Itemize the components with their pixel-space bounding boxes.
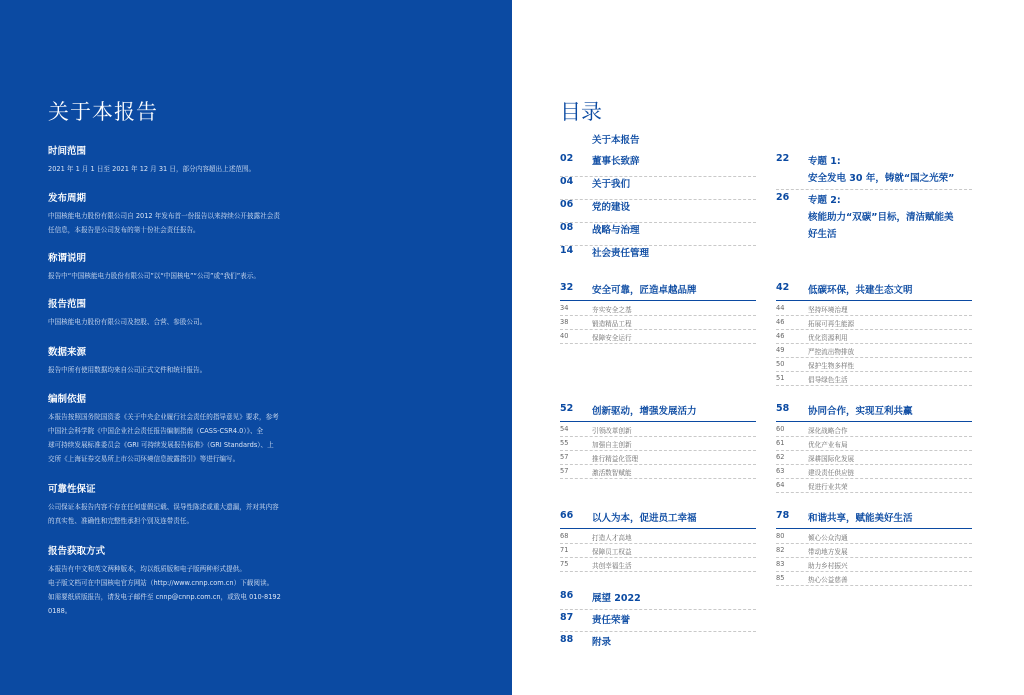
- toc-subentry[interactable]: [776, 560, 848, 570]
- toc-page-number: 57: [560, 467, 569, 475]
- toc-entry-label: 附录: [592, 637, 612, 648]
- toc-entry[interactable]: [560, 132, 640, 149]
- toc-entry-label: 协同合作，实现互利共赢: [808, 406, 913, 417]
- toc-divider: [776, 450, 972, 451]
- toc-divider: [776, 557, 972, 558]
- toc-divider: [560, 464, 756, 465]
- toc-subentry[interactable]: [776, 439, 848, 449]
- toc-divider: [776, 329, 972, 330]
- toc-page-number: 26: [776, 192, 790, 203]
- toc-entry[interactable]: [560, 153, 640, 170]
- toc-chapter[interactable]: [560, 282, 697, 299]
- toc-entry-label: 社会责任管理: [592, 248, 650, 259]
- toc-divider: [560, 222, 756, 223]
- toc-divider: [560, 436, 756, 437]
- toc-page-number: 62: [776, 453, 785, 461]
- toc-chapter-rule: [776, 421, 972, 422]
- about-section-heading: 发布周期: [48, 193, 87, 204]
- toc-subentry-label: 拓展可再生能源: [808, 320, 855, 328]
- toc-entry-label: 以人为本，促进员工幸福: [592, 513, 697, 524]
- about-section: [48, 481, 348, 528]
- toc-divider: [560, 176, 756, 177]
- toc-subentry[interactable]: [776, 374, 848, 384]
- toc-subentry-label: 严控流出物排放: [808, 348, 855, 356]
- toc-subentry-label: 深化战略合作: [808, 427, 848, 435]
- toc-entry[interactable]: [560, 612, 630, 629]
- toc-divider: [776, 464, 972, 465]
- toc-chapter-rule: [560, 421, 756, 422]
- about-section-heading: 数据来源: [48, 347, 87, 358]
- about-section: [48, 296, 348, 329]
- toc-feature-entry[interactable]: [776, 153, 954, 187]
- toc-page-number: 51: [776, 374, 785, 382]
- about-section: [48, 250, 348, 283]
- toc-subentry-label: 激活数智赋能: [592, 469, 632, 477]
- toc-page-number: 04: [560, 176, 574, 187]
- toc-subentry-label: 优化资源利用: [808, 334, 848, 342]
- about-section-heading: 报告范围: [48, 299, 87, 310]
- toc-subentry-label: 优化产业布局: [808, 441, 848, 449]
- toc-divider: [776, 343, 972, 344]
- about-section-body: 2021 年 1 月 1 日至 2021 年 12 月 31 日，部分内容超出上述范围。: [48, 165, 256, 173]
- toc-entry[interactable]: [560, 199, 630, 216]
- about-section-body: 中国核能电力股份有限公司及控股、合营、参股公司。: [48, 318, 207, 326]
- toc-subentry[interactable]: [776, 360, 854, 370]
- toc-divider: [560, 199, 756, 200]
- toc-page-number: 78: [776, 510, 790, 521]
- toc-divider: [560, 245, 756, 246]
- toc-page-number: 06: [560, 199, 574, 210]
- toc-page-number: 02: [560, 153, 574, 164]
- toc-page-number: 61: [776, 439, 785, 447]
- about-section-heading: 可靠性保证: [48, 484, 96, 495]
- about-section: [48, 344, 348, 377]
- toc-subentry[interactable]: [560, 332, 632, 342]
- toc-page-number: 87: [560, 612, 574, 623]
- toc-chapter[interactable]: [776, 403, 913, 420]
- about-section-heading: 编制依据: [48, 394, 87, 405]
- toc-subentry-label: 推行精益化管理: [592, 455, 639, 463]
- toc-subentry-label: 促进行业共荣: [808, 483, 848, 491]
- toc-divider: [560, 557, 756, 558]
- toc-divider: [776, 571, 972, 572]
- toc-divider: [560, 609, 756, 610]
- toc-divider: [560, 478, 756, 479]
- toc-divider: [560, 631, 756, 632]
- toc-subentry[interactable]: [776, 546, 848, 556]
- toc-page-number: 75: [560, 560, 569, 568]
- toc-entry[interactable]: [560, 634, 611, 651]
- toc-entry-label: 关于我们: [592, 179, 631, 190]
- toc-page-number: 85: [776, 574, 785, 582]
- toc-chapter[interactable]: [560, 403, 697, 420]
- toc-subentry[interactable]: [776, 425, 848, 435]
- toc-subentry[interactable]: [776, 318, 854, 328]
- about-section-body: 报告中所有使用数据均来自公司正式文件和统计报告。: [48, 366, 207, 374]
- about-section: [48, 543, 348, 618]
- toc-page-number: 50: [776, 360, 785, 368]
- toc-subentry[interactable]: [776, 467, 854, 477]
- toc-feature-entry[interactable]: [776, 192, 954, 243]
- toc-page-number: 49: [776, 346, 785, 354]
- toc-subentry[interactable]: [560, 318, 632, 328]
- toc-entry[interactable]: [560, 222, 640, 239]
- toc-divider: [560, 329, 756, 330]
- toc-subentry[interactable]: [560, 453, 638, 463]
- toc-page-number: 57: [560, 453, 569, 461]
- toc-chapter[interactable]: [776, 510, 913, 527]
- toc-chapter[interactable]: [776, 282, 913, 299]
- about-section-body: 报告中“中国核能电力股份有限公司”以“中国核电”“公司”或“我们”表示。: [48, 272, 260, 280]
- toc-subentry[interactable]: [560, 546, 632, 556]
- toc-subentry-label: 热心公益慈善: [808, 576, 848, 584]
- toc-page-number: 64: [776, 481, 785, 489]
- toc-page-number: 46: [776, 318, 785, 326]
- toc-divider: [776, 315, 972, 316]
- toc-page-number: 38: [560, 318, 569, 326]
- toc-divider: [776, 189, 972, 190]
- toc-chapter[interactable]: [560, 510, 697, 527]
- toc-entry-label: 战略与治理: [592, 225, 640, 236]
- toc-page-number: 52: [560, 403, 574, 414]
- toc-entry-label: 董事长致辞: [592, 156, 640, 167]
- toc-entry-label: 党的建设: [592, 202, 631, 213]
- about-section-heading: 称谓说明: [48, 253, 87, 264]
- toc-entry[interactable]: [560, 590, 641, 607]
- toc-subentry[interactable]: [560, 304, 632, 314]
- toc-subentry-label: 引领改革创新: [592, 427, 632, 435]
- toc-page-number: 82: [776, 546, 785, 554]
- toc-page-number: 60: [776, 425, 785, 433]
- toc-entry-label: 低碳环保，共建生态文明: [808, 285, 913, 296]
- about-section: [48, 143, 348, 176]
- toc-divider: [776, 436, 972, 437]
- about-section-heading: 时间范围: [48, 146, 87, 157]
- toc-subentry[interactable]: [560, 532, 632, 542]
- toc-entry[interactable]: [560, 176, 630, 193]
- toc-page-number: 83: [776, 560, 785, 568]
- toc-chapter-rule: [776, 528, 972, 529]
- toc-divider: [776, 492, 972, 493]
- toc-page-number: 68: [560, 532, 569, 540]
- toc-subentry-label: 夯实安全之基: [592, 306, 632, 314]
- toc-subentry[interactable]: [776, 532, 848, 542]
- toc-subentry-label: 共创幸福生活: [592, 562, 632, 570]
- toc-page-number: 46: [776, 332, 785, 340]
- toc-page-number: 54: [560, 425, 569, 433]
- toc-subentry-label: 建设责任供应链: [808, 469, 855, 477]
- toc-divider: [560, 450, 756, 451]
- toc-divider: [776, 371, 972, 372]
- toc-entry-label: 和谐共享，赋能美好生活: [808, 513, 913, 524]
- toc-entry-label: 专题 2: 核能助力“双碳”目标，清洁赋能美 好生活: [808, 195, 954, 240]
- toc-divider: [560, 543, 756, 544]
- toc-subentry-label: 保障安全运行: [592, 334, 632, 342]
- toc-page-number: 14: [560, 245, 574, 256]
- toc-entry-label: 责任荣誉: [592, 615, 631, 626]
- toc-divider: [776, 543, 972, 544]
- toc-divider: [560, 315, 756, 316]
- toc-page-number: 44: [776, 304, 785, 312]
- toc-divider: [560, 571, 756, 572]
- toc-subentry[interactable]: [776, 346, 854, 356]
- about-report-title: 关于本报告: [48, 100, 158, 124]
- toc-page-number: 42: [776, 282, 790, 293]
- toc-subentry-label: 锻造精品工程: [592, 320, 632, 328]
- toc-subentry[interactable]: [776, 304, 848, 314]
- about-section-heading: 报告获取方式: [48, 546, 106, 557]
- toc-chapter-rule: [776, 300, 972, 301]
- toc-subentry[interactable]: [560, 425, 632, 435]
- toc-divider: [776, 585, 972, 586]
- toc-entry-label: 展望 2022: [592, 593, 641, 604]
- toc-page-number: 80: [776, 532, 785, 540]
- toc-page-number: 08: [560, 222, 574, 233]
- toc-subentry[interactable]: [776, 453, 854, 463]
- toc-title: 目录: [560, 100, 602, 124]
- toc-chapter-rule: [560, 300, 756, 301]
- toc-divider: [776, 357, 972, 358]
- toc-subentry-label: 打造人才高地: [592, 534, 632, 542]
- toc-page-number: 86: [560, 590, 574, 601]
- toc-page-number: 88: [560, 634, 574, 645]
- toc-divider: [776, 385, 972, 386]
- about-section-body: 中国核能电力股份有限公司自 2012 年发布首一份报告以来持续公开披露社会责 任信息，本报告是公司发布的第十份社会责任报告。: [48, 212, 280, 234]
- toc-subentry-label: 保障员工权益: [592, 548, 632, 556]
- toc-divider: [560, 343, 756, 344]
- toc-subentry[interactable]: [776, 332, 848, 342]
- toc-entry[interactable]: [560, 245, 649, 262]
- toc-subentry-label: 坚持环境治理: [808, 306, 848, 314]
- about-section: [48, 190, 348, 237]
- toc-page-number: 34: [560, 304, 569, 312]
- toc-entry-label: 创新驱动，增强发展活力: [592, 406, 697, 417]
- toc-subentry-label: 保护生物多样性: [808, 362, 855, 370]
- toc-subentry[interactable]: [560, 467, 632, 477]
- about-section-body: 公司保证本报告内容不存在任何虚假记载、误导性陈述或重大遗漏，并对其内容 的真实性、准确性和完整性承担个别及连带责任。: [48, 503, 279, 525]
- toc-page-number: 55: [560, 439, 569, 447]
- toc-divider: [776, 478, 972, 479]
- toc-page-number: 71: [560, 546, 569, 554]
- toc-page-number: 40: [560, 332, 569, 340]
- toc-subentry[interactable]: [560, 560, 632, 570]
- about-section: [48, 391, 348, 466]
- toc-subentry[interactable]: [776, 481, 848, 491]
- toc-subentry[interactable]: [776, 574, 848, 584]
- toc-subentry-label: 倡导绿色生活: [808, 376, 848, 384]
- toc-subentry-label: 加强自主创新: [592, 441, 632, 449]
- toc-entry-label: 专题 1: 安全发电 30 年，铸就“国之光荣”: [808, 156, 955, 184]
- toc-entry-label: 关于本报告: [592, 135, 640, 146]
- toc-page-number: 32: [560, 282, 574, 293]
- toc-page-number: 63: [776, 467, 785, 475]
- toc-subentry-label: 助力乡村振兴: [808, 562, 848, 570]
- toc-chapter-rule: [560, 528, 756, 529]
- toc-entry-label: 安全可靠，匠造卓越品牌: [592, 285, 697, 296]
- toc-subentry[interactable]: [560, 439, 632, 449]
- toc-subentry-label: 倾心公众沟通: [808, 534, 848, 542]
- toc-page-number: 58: [776, 403, 790, 414]
- toc-subentry-label: 带动地方发展: [808, 548, 848, 556]
- about-section-body: 本报告有中文和英文两种版本，均以纸质版和电子版两种形式提供。 电子版文档可在中国核电官方网站（http://www.cnnp.com.cn）下载阅读。 如需要纸质版报告，请发电子邮件至 cnnp@cnnp.com.cn，或致电 010-8192 0188。: [48, 565, 281, 615]
- toc-subentry-label: 深耕国际化发展: [808, 455, 855, 463]
- toc-page-number: 66: [560, 510, 574, 521]
- toc-page-number: 22: [776, 153, 790, 164]
- about-section-body: 本报告按照国务院国资委《关于中央企业履行社会责任的指导意见》要求，参考 中国社会科学院《中国企业社会责任报告编制指南（CASS-CSR4.0）》、全 球可持续发展标准委员会《GRI 可持续发展报告标准》（GRI Standards）、上 交所《上海证券交易所上市公司环境信息披露指引》等进行编写。: [48, 413, 279, 463]
